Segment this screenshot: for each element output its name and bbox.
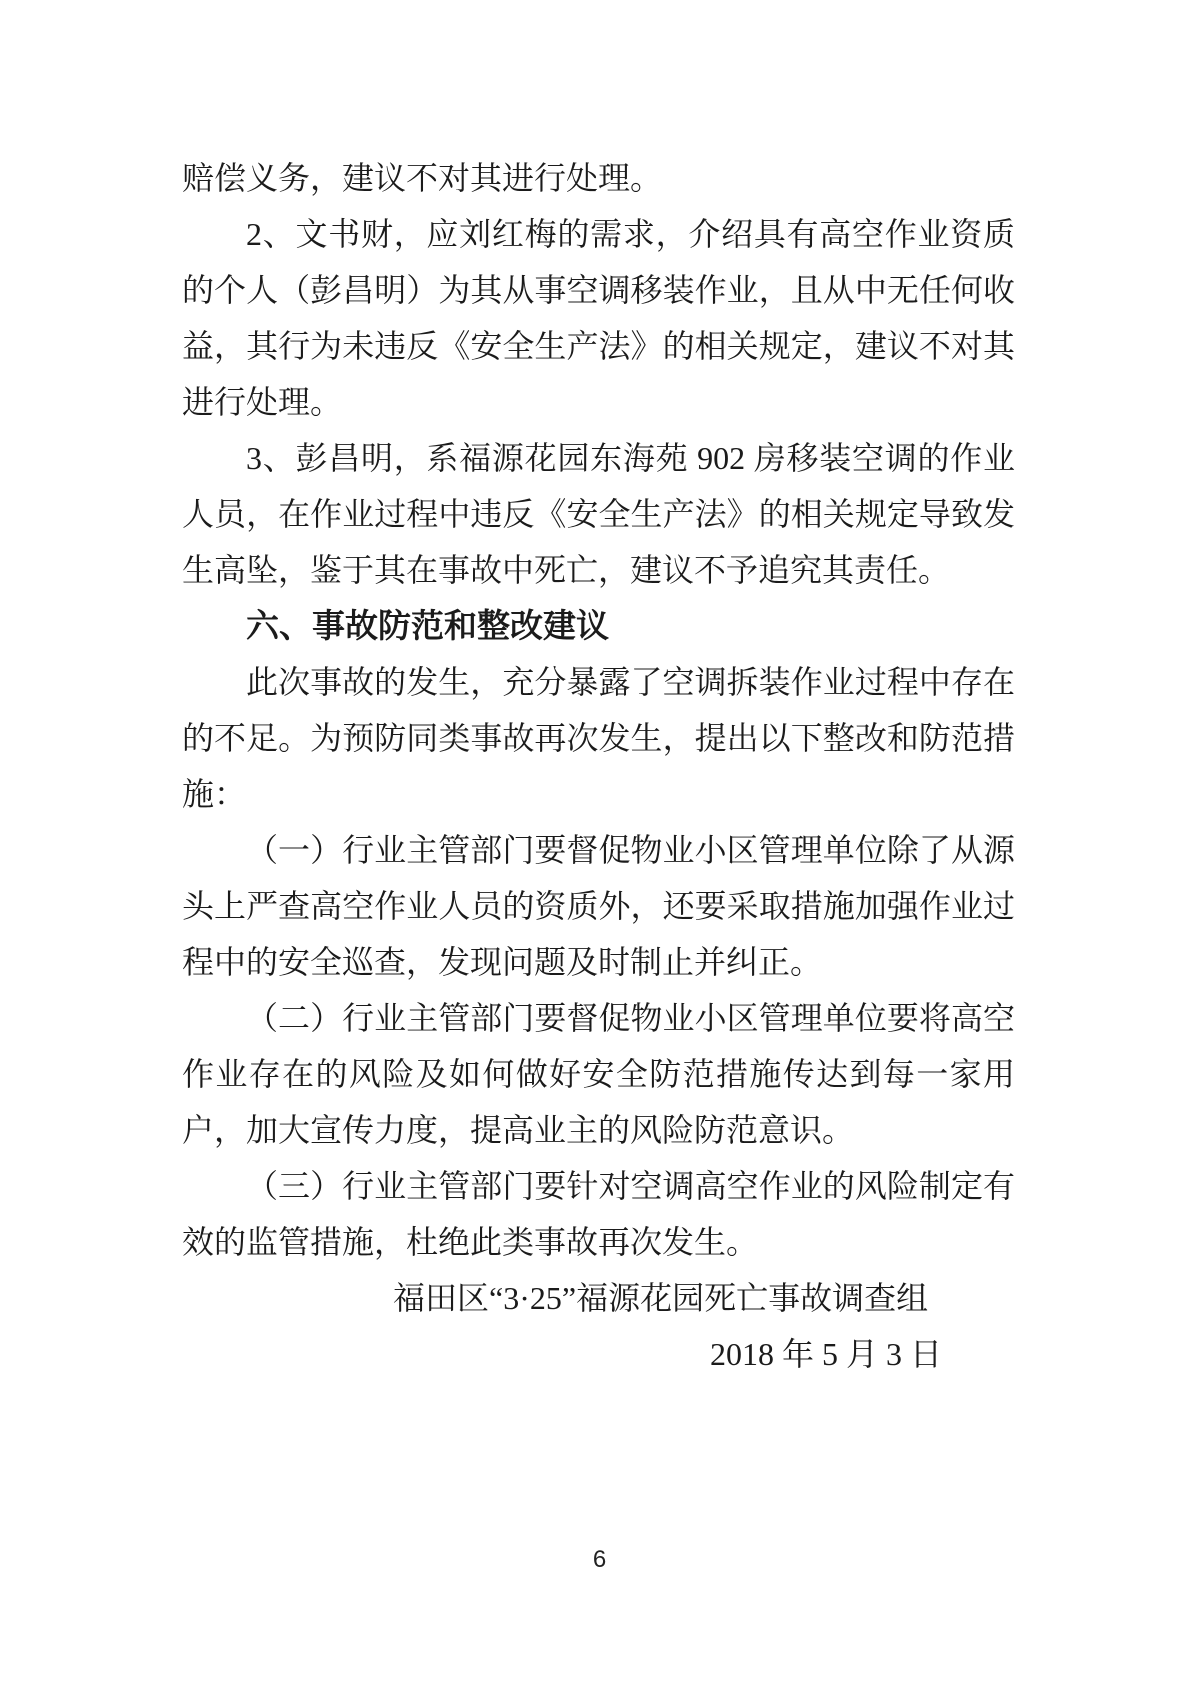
date-line: 2018 年 5 月 3 日 xyxy=(710,1336,943,1372)
body-line: 的不足。为预防同类事故再次发生，提出以下整改和防范措 xyxy=(182,720,1015,756)
body-line: 赔偿义务，建议不对其进行处理。 xyxy=(182,160,663,196)
signature-line: 福田区“3·25”福源花园死亡事故调查组 xyxy=(393,1280,929,1316)
body-line: （三）行业主管部门要针对空调高空作业的风险制定有 xyxy=(246,1168,1015,1204)
body-line: 头上严查高空作业人员的资质外，还要采取措施加强作业过 xyxy=(182,888,1015,924)
body-line: 作业存在的风险及如何做好安全防范措施传达到每一家用 xyxy=(182,1056,1015,1092)
body-line: 3、彭昌明，系福源花园东海苑 902 房移装空调的作业 xyxy=(246,440,1015,476)
body-line: 户，加大宣传力度，提高业主的风险防范意识。 xyxy=(182,1112,855,1148)
body-line: 益，其行为未违反《安全生产法》的相关规定，建议不对其 xyxy=(182,328,1015,364)
page-number: 6 xyxy=(592,1546,607,1573)
body-line: 此次事故的发生，充分暴露了空调拆装作业过程中存在 xyxy=(246,664,1015,700)
body-line: 进行处理。 xyxy=(182,384,343,420)
body-line: （二）行业主管部门要督促物业小区管理单位要将高空 xyxy=(246,1000,1015,1036)
body-line: 的个人（彭昌明）为其从事空调移装作业，且从中无任何收 xyxy=(182,272,1015,308)
body-line: 程中的安全巡查，发现问题及时制止并纠正。 xyxy=(182,944,823,980)
body-line: （一）行业主管部门要督促物业小区管理单位除了从源 xyxy=(246,832,1015,868)
document-body xyxy=(182,150,1015,1382)
body-line: 施： xyxy=(182,776,247,812)
section-heading: 六、事故防范和整改建议 xyxy=(246,607,609,644)
body-line: 人员，在作业过程中违反《安全生产法》的相关规定导致发 xyxy=(182,496,1015,532)
body-line: 2、文书财，应刘红梅的需求，介绍具有高空作业资质 xyxy=(246,216,1015,252)
body-line: 生高坠，鉴于其在事故中死亡，建议不予追究其责任。 xyxy=(182,552,951,588)
body-line: 效的监管措施，杜绝此类事故再次发生。 xyxy=(182,1224,759,1260)
